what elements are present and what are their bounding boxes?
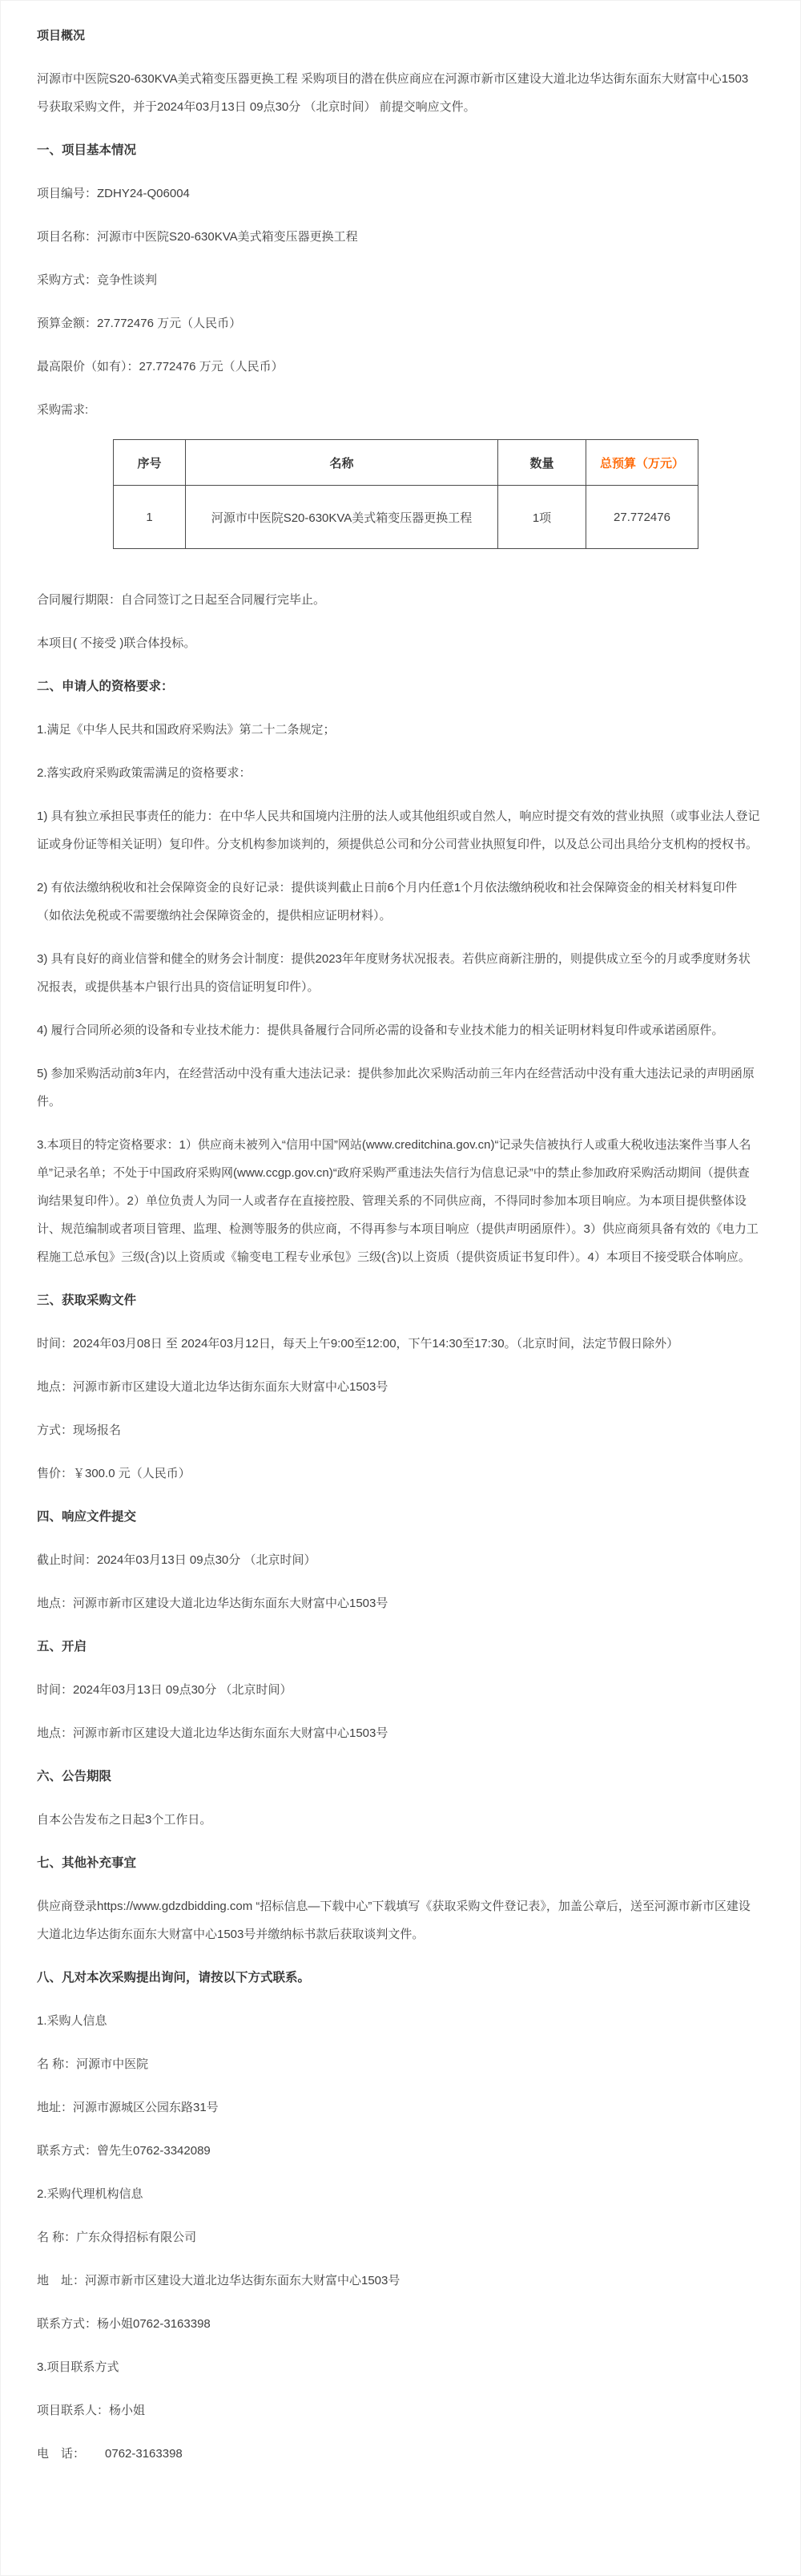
- purchaser-contact: 联系方式：曾先生0762-3342089: [37, 2144, 211, 2158]
- table-header-name: 名称: [186, 440, 498, 486]
- project-number: 项目编号：ZDHY24-Q06004: [37, 187, 190, 200]
- section-contact-heading: 八、凡对本次采购提出询问，请按以下方式联系。: [37, 1971, 311, 1984]
- qualification-item-4: 4) 履行合同所必须的设备和专业技术能力：提供具备履行合同所必需的设备和专业技术能力的相关证明材料复印件或承诺函原件。: [37, 1024, 724, 1037]
- section-submit-heading: 四、响应文件提交: [37, 1510, 137, 1524]
- table-row: [114, 486, 698, 549]
- purchaser-name: 名 称：河源市中医院: [37, 2057, 149, 2071]
- agency-info-title: 2.采购代理机构信息: [37, 2187, 143, 2201]
- purchaser-address: 地址：河源市源城区公园东路31号: [37, 2101, 219, 2114]
- overview-intro: 河源市中医院S20-630KVA美式箱变压器更换工程 采购项目的潜在供应商应在河源市新市区建设大道北边华达街东面东大财富中心1503号获取采购文件，并于2024年03月13日 09点30分 （北京时间） 前提交响应文件。: [37, 72, 749, 114]
- section-basic-heading: 一、项目基本情况: [37, 143, 137, 157]
- table-header-qty: 数量: [498, 440, 586, 486]
- consortium-statement: 本项目( 不接受 )联合体投标。: [37, 636, 196, 650]
- contract-term: 合同履行期限：自合同签订之日起至合同履行完毕止。: [37, 593, 326, 607]
- opening-time: 时间：2024年03月13日 09点30分 （北京时间）: [37, 1683, 292, 1697]
- section-qualification-heading: 二、申请人的资格要求：: [37, 680, 174, 693]
- section-notice-period-heading: 六、公告期限: [37, 1770, 112, 1783]
- project-contact-phone: 电 话： 0762-3163398: [37, 2447, 183, 2461]
- project-contact-person: 项目联系人：杨小姐: [37, 2404, 146, 2417]
- qualification-specific: 3.本项目的特定资格要求：1）供应商未被列入“信用中国”网站(www.creditchina.gov.cn)“记录失信被执行人或重大税收违法案件当事人名单”记录名单；不处于中国政府采购网(www.ccgp.gov.cn)“政府采购严重违法失信行为信息记录”中的禁止参加政府采购活动期间（提供查询结果复印件）。2）单位负责人为同一人或者存在直接控股、管理关系的不同供应商，不得同时参加本项目响应。为本项目提供整体设计、规范编制或者项目管理、监理、检测等服务的供应商，不得再参与本项目响应（提供声明函原件）。3）供应商须具备有效的《电力工程施工总承包》三级(含)以上资质或《输变电工程专业承包》三级(含)以上资质（提供资质证书复印件）。4）本项目不接受联合体响应。: [37, 1138, 759, 1264]
- obtain-place: 地点：河源市新市区建设大道北边华达街东面东大财富中心1503号: [37, 1380, 388, 1394]
- table-header-budget: 总预算（万元）: [586, 440, 698, 486]
- procurement-notice-document: [1, 1, 800, 2531]
- procurement-demand-table: [113, 439, 698, 549]
- budget-amount: 预算金额：27.772476 万元（人民币）: [37, 317, 242, 330]
- other-content: 供应商登录https://www.gdzdbidding.com “招标信息—下载中心”下载填写《获取采购文件登记表》，加盖公章后，送至河源市新市区建设大道北边华达街东面东大财富中心1503号并缴纳标书款后获取谈判文件。: [37, 1900, 751, 1941]
- max-price: 最高限价（如有）：27.772476 万元（人民币）: [37, 360, 284, 373]
- opening-place: 地点：河源市新市区建设大道北边华达街东面东大财富中心1503号: [37, 1726, 388, 1740]
- agency-contact: 联系方式：杨小姐0762-3163398: [37, 2317, 211, 2331]
- table-header-row: [114, 440, 698, 486]
- table-cell-budget: 27.772476: [586, 486, 698, 549]
- table-cell-qty: 1项: [498, 486, 586, 549]
- obtain-time: 时间：2024年03月08日 至 2024年03月12日，每天上午9:00至12:00，下午14:30至17:30。（北京时间，法定节假日除外）: [37, 1337, 679, 1351]
- submit-deadline: 截止时间：2024年03月13日 09点30分 （北京时间）: [37, 1553, 316, 1567]
- table-cell-seq: 1: [114, 486, 186, 549]
- qualification-policy: 2.落实政府采购政策需满足的资格要求：: [37, 766, 252, 780]
- obtain-method: 方式：现场报名: [37, 1423, 122, 1437]
- procurement-method: 采购方式：竞争性谈判: [37, 273, 158, 287]
- table-cell-name: 河源市中医院S20-630KVA美式箱变压器更换工程: [186, 486, 498, 549]
- section-obtain-heading: 三、获取采购文件: [37, 1294, 137, 1307]
- qualification-item-1: 1) 具有独立承担民事责任的能力：在中华人民共和国境内注册的法人或其他组织或自然人，响应时提交有效的营业执照（或事业法人登记证或身份证等相关证明）复印件。分支机构参加谈判的，须提供总公司和分公司营业执照复印件，以及总公司出具给分支机构的授权书。: [37, 810, 760, 851]
- submit-place: 地点：河源市新市区建设大道北边华达街东面东大财富中心1503号: [37, 1597, 388, 1610]
- purchaser-info-title: 1.采购人信息: [37, 2014, 107, 2028]
- agency-address: 地 址：河源市新市区建设大道北边华达街东面东大财富中心1503号: [37, 2274, 400, 2287]
- section-other-heading: 七、其他补充事宜: [37, 1856, 137, 1870]
- qualification-item-2: 2) 有依法缴纳税收和社会保障资金的良好记录：提供谈判截止日前6个月内任意1个月依法缴纳税收和社会保障资金的相关材料复印件（如依法免税或不需要缴纳社会保障资金的，提供相应证明材料）。: [37, 881, 738, 923]
- overview-title: 项目概况: [37, 29, 86, 42]
- obtain-price: 售价：￥300.0 元（人民币）: [37, 1467, 191, 1480]
- project-name: 项目名称：河源市中医院S20-630KVA美式箱变压器更换工程: [37, 230, 358, 244]
- project-contact-title: 3.项目联系方式: [37, 2360, 119, 2374]
- notice-period-content: 自本公告发布之日起3个工作日。: [37, 1813, 212, 1827]
- table-header-seq: 序号: [114, 440, 186, 486]
- demand-label: 采购需求:: [37, 403, 89, 417]
- qualification-item-3: 3) 具有良好的商业信誉和健全的财务会计制度：提供2023年年度财务状况报表。若供应商新注册的，则提供成立至今的月或季度财务状况报表，或提供基本户银行出具的资信证明复印件）。: [37, 952, 751, 994]
- qualification-item-5: 5) 参加采购活动前3年内，在经营活动中没有重大违法记录：提供参加此次采购活动前三年内在经营活动中没有重大违法记录的声明函原件。: [37, 1067, 755, 1108]
- qualification-law: 1.满足《中华人民共和国政府采购法》第二十二条规定；: [37, 723, 336, 737]
- agency-name: 名 称：广东众得招标有限公司: [37, 2231, 197, 2244]
- section-opening-heading: 五、开启: [37, 1640, 87, 1653]
